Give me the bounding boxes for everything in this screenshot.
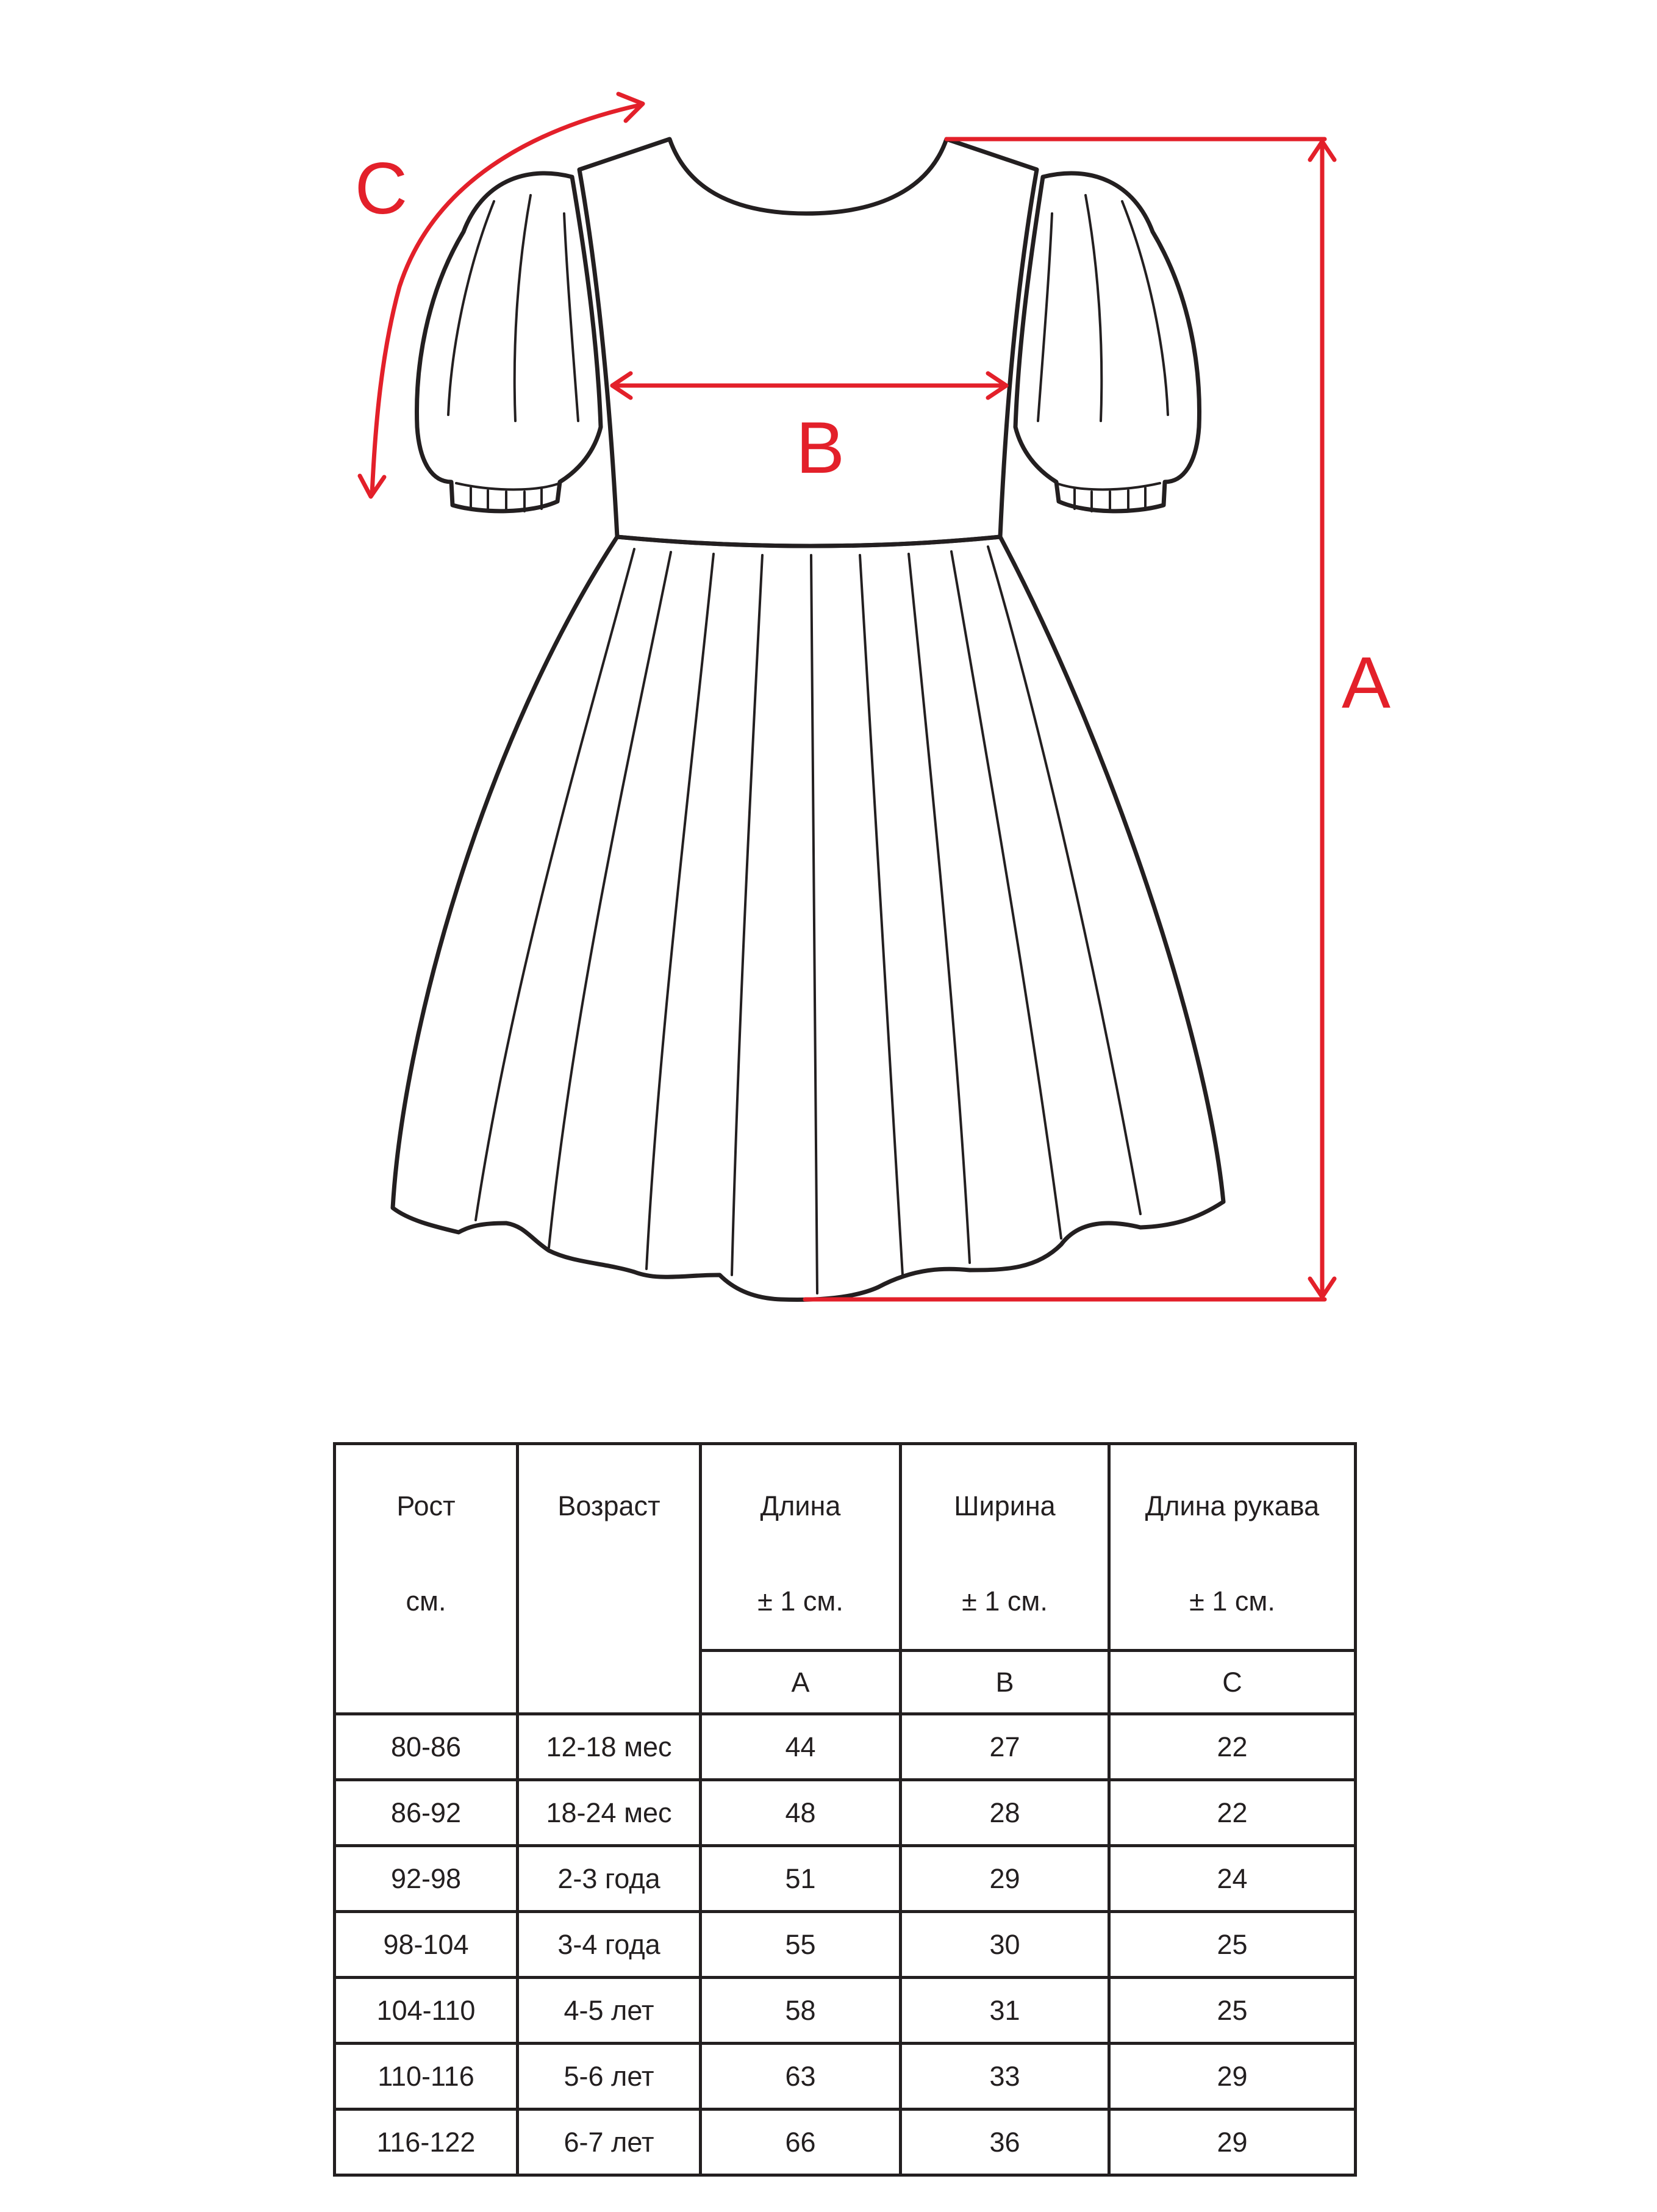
cell-width: 29 — [901, 1846, 1109, 1912]
header-length-tolerance: ± 1 см. — [757, 1585, 843, 1617]
header-length-title: Длина — [760, 1490, 841, 1521]
cell-sleeve: 24 — [1109, 1846, 1356, 1912]
cell-age: 4-5 лет — [518, 1978, 701, 2044]
cell-length: 51 — [701, 1846, 901, 1912]
code-width: B — [901, 1651, 1109, 1714]
cell-sleeve: 29 — [1109, 2110, 1356, 2175]
header-age — [518, 1444, 701, 1714]
header-sleeve-title: Длина рукава — [1145, 1490, 1320, 1521]
label-width: B — [795, 407, 845, 489]
cell-length: 66 — [701, 2110, 901, 2175]
measure-width — [612, 373, 1006, 398]
cell-sleeve: 25 — [1109, 1912, 1356, 1978]
header-sleeve — [1109, 1444, 1356, 1651]
header-width-title: Ширина — [954, 1490, 1056, 1521]
code-length: A — [701, 1651, 901, 1714]
header-height-title: Рост — [396, 1490, 456, 1521]
cell-length: 44 — [701, 1714, 901, 1780]
size-table — [333, 1442, 1357, 2177]
table-row — [335, 1780, 1356, 1846]
cell-age: 18-24 мес — [518, 1780, 701, 1846]
cell-width: 36 — [901, 2110, 1109, 2175]
cell-age: 6-7 лет — [518, 2110, 701, 2175]
cell-sleeve: 25 — [1109, 1978, 1356, 2044]
cell-height: 116-122 — [335, 2110, 518, 2175]
cell-height: 86-92 — [335, 1780, 518, 1846]
table-row — [335, 2110, 1356, 2175]
cell-sleeve: 22 — [1109, 1780, 1356, 1846]
cell-height: 104-110 — [335, 1978, 518, 2044]
cell-width: 28 — [901, 1780, 1109, 1846]
header-width-tolerance: ± 1 см. — [962, 1585, 1048, 1617]
cell-age: 5-6 лет — [518, 2044, 701, 2110]
cell-sleeve: 29 — [1109, 2044, 1356, 2110]
cell-length: 58 — [701, 1978, 901, 2044]
left-sleeve — [417, 173, 601, 511]
table-row — [335, 1714, 1356, 1780]
table-row — [335, 1978, 1356, 2044]
header-height-unit: см. — [406, 1585, 446, 1617]
cell-length: 48 — [701, 1780, 901, 1846]
skirt — [393, 537, 1223, 1299]
cell-height: 80-86 — [335, 1714, 518, 1780]
cell-height: 110-116 — [335, 2044, 518, 2110]
table-row — [335, 1846, 1356, 1912]
cell-length: 63 — [701, 2044, 901, 2110]
cell-age: 3-4 года — [518, 1912, 701, 1978]
label-length: A — [1341, 642, 1391, 724]
header-age-title: Возраст — [557, 1490, 660, 1521]
cell-width: 33 — [901, 2044, 1109, 2110]
cell-height: 92-98 — [335, 1846, 518, 1912]
header-height — [335, 1444, 518, 1714]
code-sleeve: C — [1109, 1651, 1356, 1714]
cell-sleeve: 22 — [1109, 1714, 1356, 1780]
measure-length — [805, 139, 1334, 1299]
cell-age: 2-3 года — [518, 1846, 701, 1912]
table-header-row — [335, 1444, 1356, 1651]
header-sleeve-tolerance: ± 1 см. — [1189, 1585, 1275, 1617]
cell-length: 55 — [701, 1912, 901, 1978]
right-sleeve — [1015, 173, 1199, 511]
cell-width: 27 — [901, 1714, 1109, 1780]
cell-height: 98-104 — [335, 1912, 518, 1978]
label-sleeve: C — [354, 148, 408, 229]
table-row — [335, 2044, 1356, 2110]
header-length — [701, 1444, 901, 1651]
table-row — [335, 1912, 1356, 1978]
header-width — [901, 1444, 1109, 1651]
cell-width: 30 — [901, 1912, 1109, 1978]
cell-width: 31 — [901, 1978, 1109, 2044]
cell-age: 12-18 мес — [518, 1714, 701, 1780]
